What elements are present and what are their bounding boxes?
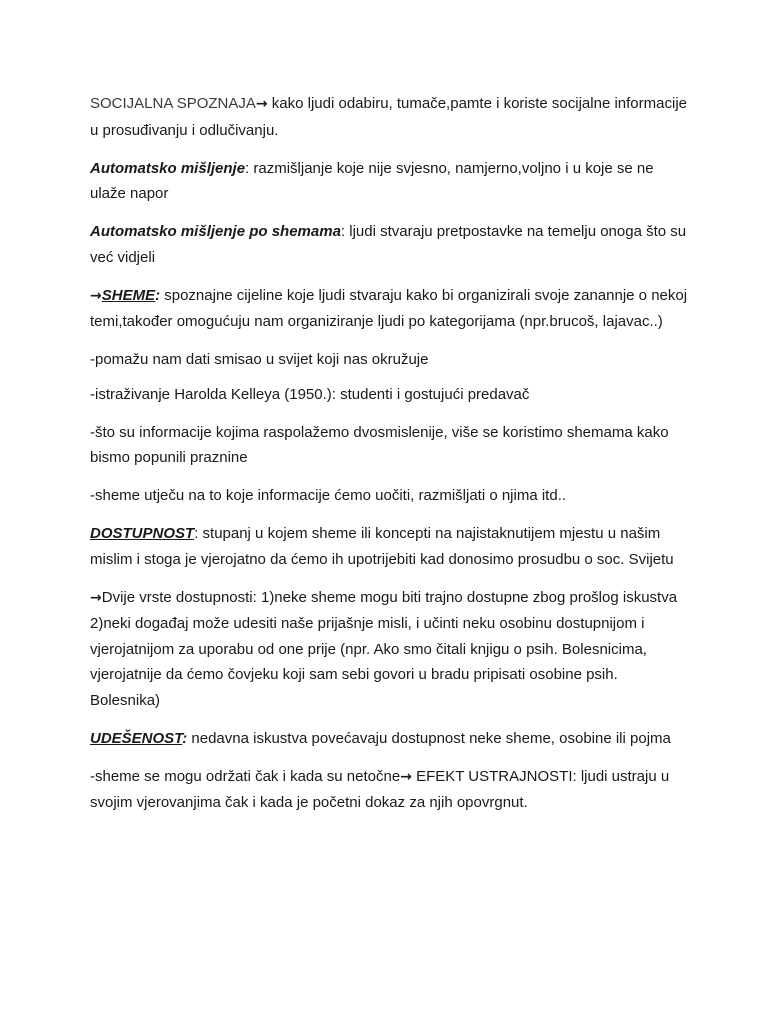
term-automatsko-misljenje: Automatsko mišljenje [90, 159, 246, 177]
term-misljenje-po-shemama: Automatsko mišljenje po shemama [90, 223, 341, 240]
paragraph-text: : ljudi stvaraju pretpostavke na temelju onoga što su već vidjeli [90, 223, 687, 266]
paragraph-text: Dvije vrste dostupnosti: 1)neke sheme mogu biti trajno dostupne zbog prošlog iskustva 2)neki događaj može udesiti naše prijašnje misli, i učinti neku osobinu dostupnijom i vjerojatnijom za uporabu od one prije (npr. Ako smo čitali knjigu o psih. Bolesnicima, vjerojatnije da ćemo čovjeku koji sam sebi govori u bradu pripisati osobine psih. Bolesnika) [90, 588, 678, 709]
paragraph-text: nedavna iskustva povećavaju dostupnost neke sheme, osobine ili pojma [187, 729, 671, 747]
term-colon: : [155, 286, 161, 304]
paragraph-misljenje-po-shemama [90, 219, 690, 270]
arrow-icon: → [90, 589, 102, 606]
paragraph-dvije-vrste [90, 585, 690, 714]
bullet-smisao: -pomažu nam dati smisao u svijet koji nas okružuje [90, 351, 429, 368]
paragraph-lead: -sheme se mogu održati čak i kada su netočne [90, 767, 401, 785]
arrow-icon: → [90, 287, 102, 304]
paragraph-text: kako ljudi odabiru, tumače,pamte i koriste socijalne informacije u prosuđivanju i odlučivanju. [90, 95, 687, 139]
paragraph-sheme [90, 283, 690, 335]
heading-socijalna-spoznaja: SOCIJALNA SPOZNAJA [90, 95, 256, 112]
bullet-kelley: -istraživanje Harolda Kelleya (1950.): studenti i gostujući predavač [90, 385, 530, 403]
bullet-dvosmislenije: -što su informacije kojima raspolažemo dvosmislenije, više se koristimo shemama kako bismo popunili praznine [90, 423, 669, 466]
arrow-icon: → [255, 96, 268, 112]
bullet-utjecu: -sheme utječu na to koje informacije ćemo uočiti, razmišljati o njima itd.. [90, 487, 567, 504]
term-colon: : [182, 729, 188, 747]
arrow-icon: → [400, 768, 412, 785]
paragraph-automatsko-misljenje [90, 156, 690, 207]
paragraph-text: spoznajne cijeline koje ljudi stvaraju kako bi organizirali svoje zanannje o nekoj temi,također omogućuju nam organiziranje ljudi po kategorijama (npr.brucoš, lajavac..) [90, 286, 688, 330]
term-udesenost: UDEŠENOST [90, 729, 183, 747]
paragraph-udesenost [90, 726, 690, 752]
paragraph-text: : stupanj u kojem sheme ili koncepti na najistaknutijem mjestu u našim mislim i stoga je vjerojatno da ćemo ih upotrijebiti kad donosimo prosudbu o soc. Svijetu [90, 525, 674, 568]
paragraph-dostupnost [90, 521, 690, 572]
paragraph-efekt-ustrajnosti [90, 764, 690, 816]
paragraph-text: EFEKT USTRAJNOSTI: ljudi ustraju u svojim vjerovanjima čak i kada je početni dokaz za njih opovrgnut. [90, 767, 670, 811]
paragraph-socijalna-spoznaja [90, 91, 690, 143]
term-dostupnost: DOSTUPNOST [90, 525, 195, 542]
term-sheme: SHEME [101, 286, 156, 304]
paragraph-text: : razmišljanje koje nije svjesno, namjerno,voljno i u koje se ne ulaže napor [90, 159, 654, 202]
document-body [90, 91, 690, 828]
